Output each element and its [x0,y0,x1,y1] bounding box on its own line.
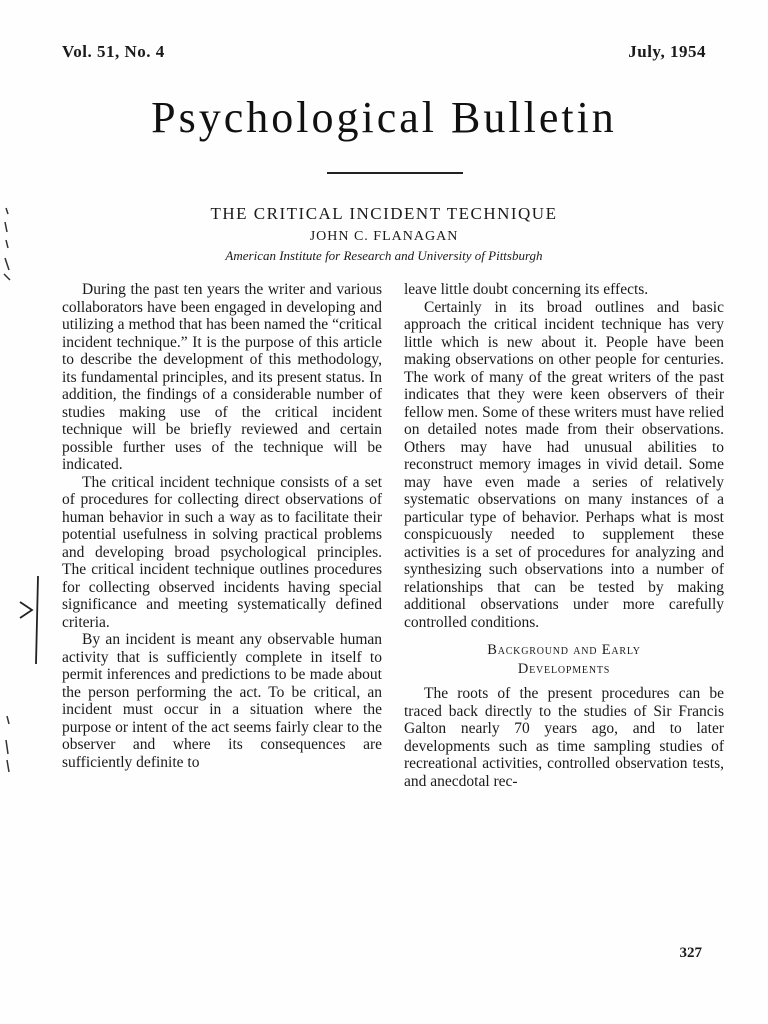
article-title: THE CRITICAL INCIDENT TECHNIQUE [210,204,558,223]
journal-title: Psychological Bulletin [151,93,617,142]
margin-pencil-marks-lower [0,712,16,782]
section-heading-line1: Background and Early [487,642,641,658]
paragraph-continuation: leave little doubt concerning its effects. [404,281,649,298]
article-author: JOHN C. FLANAGAN [309,229,459,244]
paragraph-definition: The critical incident technique consists of a set of procedures for collecting direct observations of human behavior in such a way as to facilitate their potential usefulness in solving practical problems and developing broad psychological principles. The critical incident technique outlines procedures for collecting observed incidents having special significance and meeting systematically defined criteria. [62,473,382,631]
title-rule [327,172,463,174]
issue-date: July, 1954 [628,42,706,61]
section-heading-line2: Developments [517,661,611,677]
volume-issue: Vol. 51, No. 4 [62,42,165,61]
margin-bracket-mark [14,572,44,668]
author-affiliation: American Institute for Research and University of Pittsburgh [225,248,543,263]
margin-pencil-marks [0,200,20,290]
right-column [404,281,724,790]
paragraph-broad-outlines: Certainly in its broad outlines and basic approach the critical incident technique has very little which is new about it. People have been making observations on other people for centuries. The work of many of the great writers of the past indicates that they were keen observers of their fellow men. Some of these writers must have relied on detailed notes made from their observations. Others may have had unusual abilities to reconstruct memory images in vivid detail. Some may have even made a series of relatively systematic observations on many instances of a particular type of behavior. Perhaps what is most conspicuously needed to supplement these activities is a set of procedures for analyzing and synthesizing such observations into a number of relationships that can be tested by making additional observations under more carefully controlled conditions. [404,298,724,631]
section-heading [404,641,724,679]
paragraph-roots: The roots of the present procedures can be traced back directly to the studies of Sir Francis Galton nearly 70 years ago, and to later developments such as time sampling studies of recreational activities, controlled observation tests, and anecdotal rec- [404,685,724,790]
left-column [62,281,382,771]
paragraph-incident: By an incident is meant any observable human activity that is sufficiently complete in itself to permit inferences and predictions to be made about the person performing the act. To be critical, an incident must occur in a situation where the purpose or intent of the act seems fairly clear to the observer and where its consequences are sufficiently definite to [62,631,382,771]
page-number: 327 [679,945,702,961]
running-head [62,42,706,66]
paragraph-introduction: During the past ten years the writer and various collaborators have been engaged in developing and utilizing a method that has been named the “critical incident technique.” It is the purpose of this article to describe the development of this methodology, its fundamental principles, and its present status. In addition, the findings of a considerable number of studies making use of the critical incident technique will be briefly reviewed and certain possible further uses of the technique will be indicated. [62,281,382,473]
